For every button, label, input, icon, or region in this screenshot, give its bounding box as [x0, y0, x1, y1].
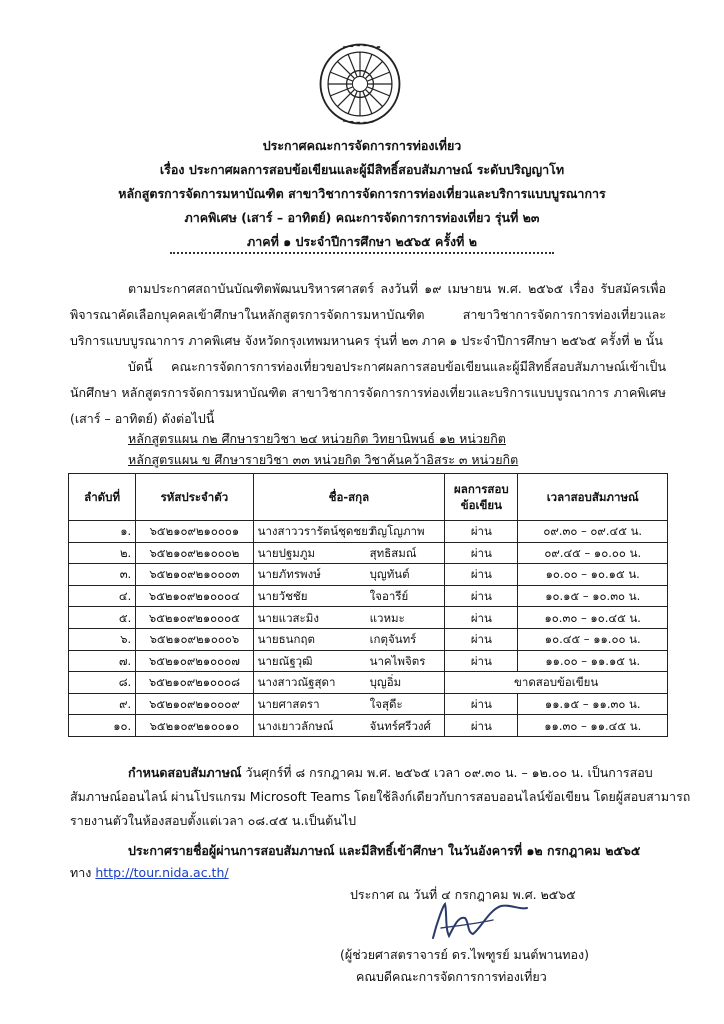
- col-result: ผลการสอบข้อเขียน: [445, 474, 518, 521]
- last-name: สุทธิสมณ์: [369, 545, 417, 560]
- first-name: นายณัฐวุฒิ: [257, 653, 313, 668]
- announce-via-line: [70, 862, 229, 884]
- last-name: ใจสุดีะ: [369, 697, 403, 712]
- col-name: ชื่อ-สกุล: [253, 474, 445, 521]
- col-time: เวลาสอบสัมภาษณ์: [518, 474, 668, 521]
- first-name: นายภัทรพงษ์: [257, 567, 321, 582]
- row-code: ๖๕๒๑๐๙๒๑๐๐๐๔: [136, 585, 253, 607]
- row-result: ผ่าน: [445, 693, 518, 715]
- table-row: [69, 585, 668, 607]
- first-name: นายวัชชัย: [257, 589, 308, 604]
- row-order: ๙.: [69, 693, 136, 715]
- first-name: นายแวสะมิง: [257, 610, 319, 625]
- table-row: [69, 693, 668, 715]
- first-name: นายศาสตรา: [257, 697, 320, 712]
- row-code: ๖๕๒๑๐๙๒๑๐๐๐๒: [136, 542, 253, 564]
- last-name: บุญอิ่ม: [369, 675, 402, 690]
- plan-b-heading: หลักสูตรแผน ข ศึกษารายวิชา ๓๓ หน่วยกิต วิชาค้นคว้าอิสระ ๓ หน่วยกิต: [128, 452, 519, 467]
- row-name: [253, 564, 445, 586]
- row-order: ๗.: [69, 650, 136, 672]
- announcement-paragraph: บัดนี้ คณะการจัดการการท่องเที่ยวขอประกาศผลการสอบข้อเขียนและผู้มีสิทธิ์สอบสัมภาษณ์เข้าเป็นนักศึกษา หลักสูตรการจัดการมหาบัณฑิต สาขาวิชาการจัดการการท่องเที่ยวและบริการแบบบูรณาการ ภาคพิเศษ (เสาร์ – อาทิตย์) ดังต่อไปนี้: [70, 359, 666, 426]
- signer-name: (ผู้ช่วยศาสตราจารย์ ดร.ไพฑูรย์ มนต์พานทอง): [340, 947, 589, 962]
- row-time: ๑๐.๑๕ – ๑๐.๓๐ น.: [518, 585, 668, 607]
- row-code: ๖๕๒๑๐๙๒๑๐๐๐๙: [136, 693, 253, 715]
- row-order: ๒.: [69, 542, 136, 564]
- row-code: ๖๕๒๑๐๙๒๑๐๐๐๕: [136, 607, 253, 629]
- row-time: ๑๑.๓๐ – ๑๑.๔๕ น.: [518, 715, 668, 737]
- table-row: [69, 521, 668, 543]
- row-order: ๑.: [69, 521, 136, 543]
- row-result: ผ่าน: [445, 585, 518, 607]
- row-name: [253, 542, 445, 564]
- table-row: [69, 564, 668, 586]
- plan-a2-heading: หลักสูตรแผน ก๒ ศึกษารายวิชา ๒๔ หน่วยกิต วิทยานิพนธ์ ๑๒ หน่วยกิต: [128, 431, 506, 446]
- interview-line-3: รายงานตัวในห้องสอบตั้งแต่เวลา ๐๘.๔๕ น.เป็นต้นไป: [70, 813, 357, 828]
- row-result: ผ่าน: [445, 542, 518, 564]
- announce-date-line: ประกาศรายชื่อผู้ผ่านการสอบสัมภาษณ์ และมีสิทธิ์เข้าศึกษา ในวันอังคารที่ ๑๒ กรกฎาคม ๒๕๖๕: [128, 843, 641, 858]
- signer-position: คณบดีคณะการจัดการการท่องเที่ยว: [356, 969, 547, 984]
- header-faculty: ประกาศคณะการจัดการการท่องเที่ยว: [262, 138, 462, 153]
- row-result: ผ่าน: [445, 564, 518, 586]
- col-code: รหัสประจำตัว: [136, 474, 253, 521]
- row-time: ๐๙.๓๐ – ๐๙.๔๕ น.: [518, 521, 668, 543]
- first-name: นายธนกฤต: [257, 632, 315, 647]
- header-semester: ภาคที่ ๑ ประจำปีการศึกษา ๒๕๖๕ ครั้งที่ ๒: [246, 234, 477, 249]
- row-name: [253, 715, 445, 737]
- row-code: ๖๕๒๑๐๙๒๑๐๐๐๘: [136, 672, 253, 694]
- last-name: จันทร์ศรีวงศ์: [369, 718, 431, 733]
- table-row: [69, 650, 668, 672]
- row-order: ๘.: [69, 672, 136, 694]
- first-name: นางเยาวลักษณ์: [257, 718, 334, 733]
- header-divider: [170, 252, 554, 254]
- row-result: ผ่าน: [445, 607, 518, 629]
- row-order: ๖.: [69, 628, 136, 650]
- interview-line-1: [128, 762, 653, 784]
- row-result: ผ่าน: [445, 628, 518, 650]
- row-time: ๑๐.๔๕ – ๑๑.๐๐ น.: [518, 628, 668, 650]
- row-time: ๐๙.๔๕ – ๑๐.๐๐ น.: [518, 542, 668, 564]
- row-order: ๑๐.: [69, 715, 136, 737]
- row-name: [253, 628, 445, 650]
- row-time: ๑๑.๐๐ – ๑๑.๑๕ น.: [518, 650, 668, 672]
- last-name: แวหมะ: [369, 610, 405, 625]
- table-row: [69, 607, 668, 629]
- row-absent-status: ขาดสอบข้อเขียน: [445, 672, 668, 694]
- interview-label: กำหนดสอบสัมภาษณ์: [128, 765, 242, 780]
- row-name: [253, 521, 445, 543]
- row-name: [253, 585, 445, 607]
- table-row: [69, 628, 668, 650]
- row-order: ๕.: [69, 607, 136, 629]
- tour-nida-link[interactable]: http://tour.nida.ac.th/: [95, 865, 229, 880]
- row-name: [253, 672, 445, 694]
- first-name: นายปฐมภูม: [257, 545, 316, 560]
- first-name: นางสาววรารัตน์ชุดชยา: [257, 524, 375, 539]
- first-name: นางสาวณัฐสุดา: [257, 675, 336, 690]
- row-code: ๖๕๒๑๐๙๒๑๐๐๑๐: [136, 715, 253, 737]
- header-session: ภาคพิเศษ (เสาร์ – อาทิตย์) คณะการจัดการการท่องเที่ยว รุ่นที่ ๒๓: [184, 210, 540, 225]
- announce-via-label: ทาง: [70, 865, 92, 880]
- signature-image: [415, 898, 535, 944]
- row-code: ๖๕๒๑๐๙๒๑๐๐๐๖: [136, 628, 253, 650]
- table-row: [69, 715, 668, 737]
- row-name: [253, 650, 445, 672]
- header-program: หลักสูตรการจัดการมหาบัณฑิต สาขาวิชาการจัดการการท่องเที่ยวและบริการแบบบูรณาการ: [118, 186, 606, 201]
- interview-line-2: สัมภาษณ์ออนไลน์ ผ่านโปรแกรม Microsoft Teams โดยใช้ลิงก์เดียวกับการสอบออนไลน์ข้อเขียน โดยผู้สอบสามารถ: [70, 789, 691, 804]
- row-name: [253, 693, 445, 715]
- col-order: ลำดับที่: [69, 474, 136, 521]
- row-time: ๑๐.๓๐ – ๑๐.๔๕ น.: [518, 607, 668, 629]
- row-result: ผ่าน: [445, 715, 518, 737]
- last-name: บุญทันต์: [369, 567, 410, 582]
- intro-paragraph: ตามประกาศสถาบันบัณฑิตพัฒนบริหารศาสตร์ ลงวันที่ ๑๙ เมษายน พ.ศ. ๒๕๖๕ เรื่อง รับสมัครเพื่อพิจารณาคัดเลือกบุคคลเข้าศึกษาในหลักสูตรการจัดการมหาบัณฑิต สาขาวิชาการจัดการการท่องเที่ยวและบริการแบบบูรณาการ ภาคพิเศษ จังหวัดกรุงเทพมหานคร รุ่นที่ ๒๓ ภาค ๑ ประจำปีการศึกษา ๒๕๖๕ ครั้งที่ ๒ นั้น: [70, 281, 666, 348]
- header-subject: เรื่อง ประกาศผลการสอบข้อเขียนและผู้มีสิทธิ์สอบสัมภาษณ์ ระดับปริญญาโท: [159, 162, 565, 177]
- last-name: เกตุจันทร์: [369, 632, 417, 647]
- row-order: ๓.: [69, 564, 136, 586]
- last-name: ใจอารีย์: [369, 589, 409, 604]
- table-row: [69, 672, 668, 694]
- interview-date-time: วันศุกร์ที่ ๘ กรกฎาคม พ.ศ. ๒๕๖๕ เวลา ๐๙.๓๐ น. – ๑๒.๐๐ น. เป็นการสอบ: [241, 765, 653, 780]
- row-code: ๖๕๒๑๐๙๒๑๐๐๐๓: [136, 564, 253, 586]
- row-result: ผ่าน: [445, 650, 518, 672]
- last-name: ภิญโญภาพ: [369, 524, 425, 539]
- row-name: [253, 607, 445, 629]
- row-order: ๔.: [69, 585, 136, 607]
- results-table: [68, 473, 668, 737]
- table-header-row: [69, 474, 668, 521]
- announce-issue-date: ประกาศ ณ วันที่ ๔ กรกฎาคม พ.ศ. ๒๕๖๕: [350, 887, 576, 902]
- row-time: ๑๐.๐๐ – ๑๐.๑๕ น.: [518, 564, 668, 586]
- last-name: นาคไพจิตร: [369, 653, 426, 668]
- row-code: ๖๕๒๑๐๙๒๑๐๐๐๑: [136, 521, 253, 543]
- row-result: ผ่าน: [445, 521, 518, 543]
- table-row: [69, 542, 668, 564]
- row-time: ๑๑.๑๕ – ๑๑.๓๐ น.: [518, 693, 668, 715]
- row-code: ๖๕๒๑๐๙๒๑๐๐๐๗: [136, 650, 253, 672]
- nida-seal-logo: [318, 42, 402, 126]
